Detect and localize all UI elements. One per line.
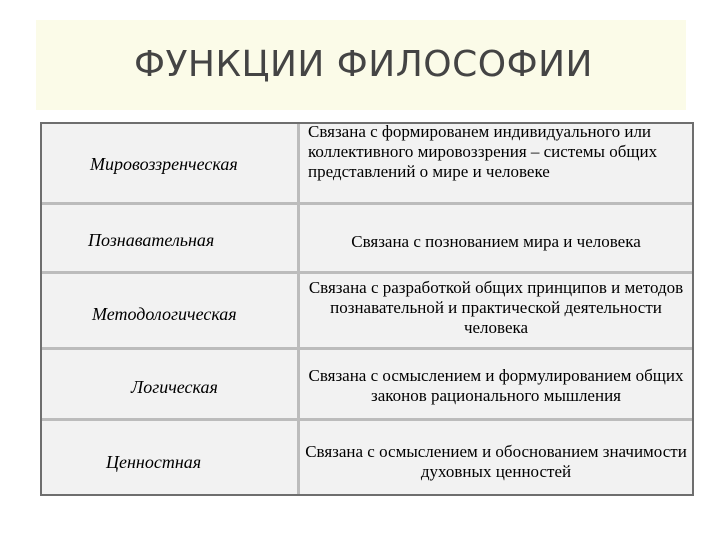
row-divider	[42, 418, 692, 421]
row-2-name: Познавательная	[88, 230, 215, 250]
row-3-description: Связана с разработкой общих принципов и методов познавательной и практической деятельности человека	[308, 278, 684, 337]
row-5-description: Связана с осмыслением и обоснованием значимости духовных ценностей	[305, 442, 687, 481]
row-divider	[42, 271, 692, 274]
row-5-name: Ценностная	[106, 452, 202, 472]
row-4-description: Связана с осмыслением и формулированием общих законов рационального мышления	[308, 366, 684, 405]
slide-title: ФУНКЦИИ ФИЛОСОФИИ	[134, 44, 593, 85]
row-3-name: Методологическая	[92, 304, 237, 324]
row-2-description: Связана с познованием мира и человека	[351, 232, 641, 251]
functions-table	[40, 122, 694, 496]
row-1-name: Мировоззренческая	[90, 154, 238, 174]
row-1-description: Связана с формированем индивидуального или коллективного мировоззрения – системы общих представлений о мире и человеке	[308, 122, 658, 181]
row-divider	[42, 202, 692, 205]
row-4-name: Логическая	[131, 377, 218, 397]
row-divider	[42, 347, 692, 350]
